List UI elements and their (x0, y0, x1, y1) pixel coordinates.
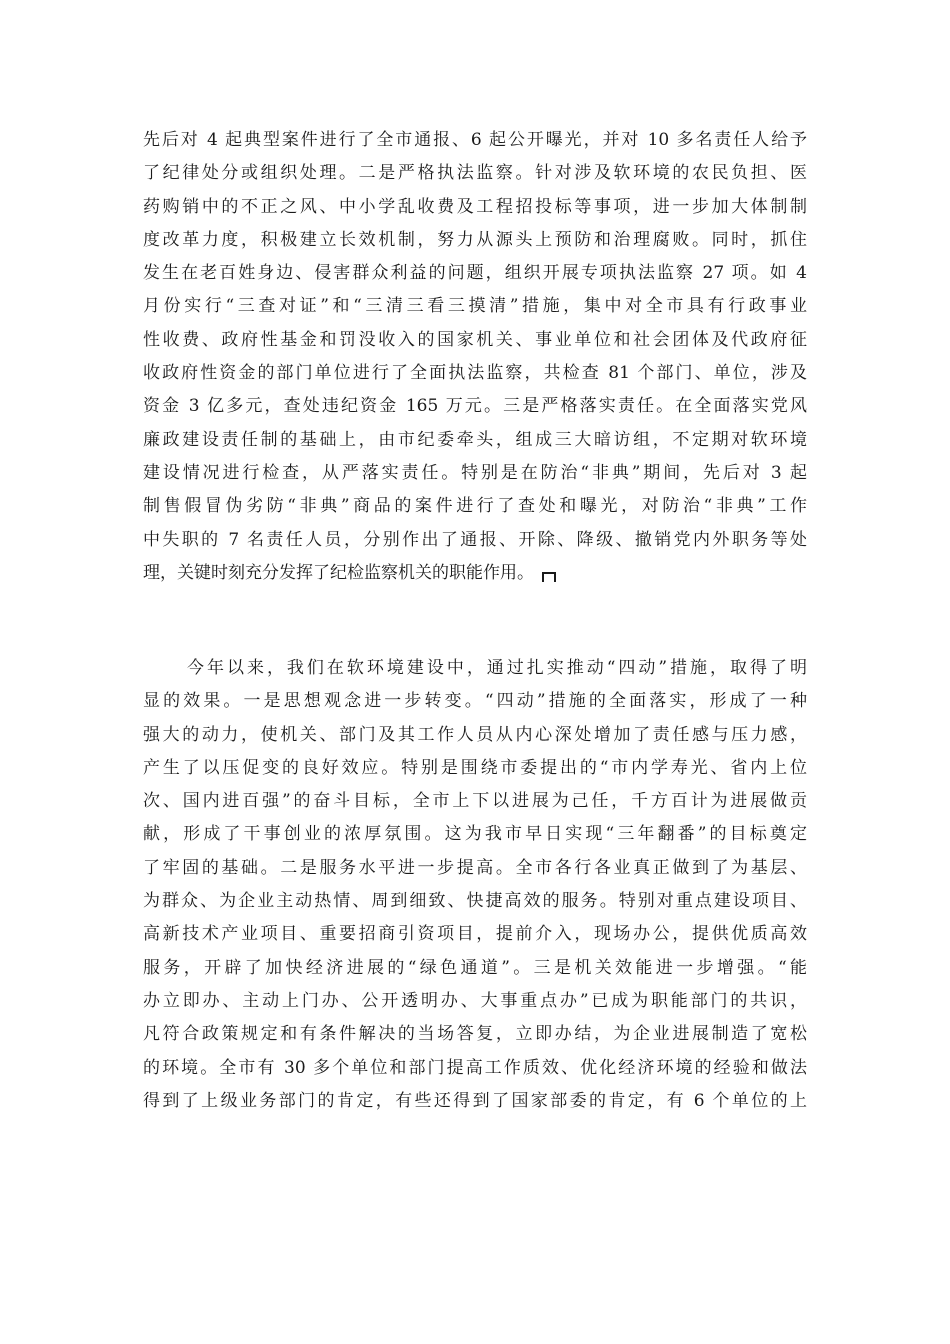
text-line: 为群众、为企业主动热情、周到细致、快捷高效的服务。特别对重点建设项目、 (143, 891, 807, 912)
text-line: 度改革力度，积极建立长效机制，努力从源头上预防和治理腐败。同时，抓住 (143, 229, 807, 250)
text-line-last (143, 557, 807, 590)
text-line: 先后对 4 起典型案件进行了全市通报、6 起公开曝光，并对 10 多名责任人给予 (143, 130, 807, 150)
text-line: 得到了上级业务部门的肯定，有些还得到了国家部委的肯定，有 6 个单位的上 (143, 1090, 807, 1111)
text-line: 凡符合政策规定和有条件解决的当场答复，立即办结，为企业进展制造了宽松 (143, 1024, 807, 1045)
paragraph-1 (143, 124, 807, 590)
text-line: 的环境。全市有 30 多个单位和部门提高工作质效、优化经济环境的经验和做法 (143, 1057, 807, 1078)
text-line: 了纪律处分或组织处理。二是严格执法监察。针对涉及软环境的农民负担、医 (143, 163, 807, 184)
text-line: 收政府性资金的部门单位进行了全面执法监察，共检查 81 个部门、单位，涉及 (143, 363, 807, 384)
text-line: 显的效果。一是思想观念进一步转变。“四动”措施的全面落实，形成了一种 (143, 691, 807, 712)
text-line: 发生在老百姓身边、侵害群众利益的问题，组织开展专项执法监察 27 项。如 4 (143, 263, 807, 284)
paragraph-2 (143, 652, 807, 1118)
text-line: 献，形成了干事创业的浓厚氛围。这为我市早日实现“三年翻番”的目标奠定 (143, 824, 807, 845)
text-line: 廉政建设责任制的基础上，由市纪委牵头，组成三大暗访组，不定期对软环境 (143, 429, 807, 450)
text-line: 服务，开辟了加快经济进展的“绿色通道”。三是机关效能进一步增强。“能 (143, 957, 807, 978)
text-line: 月份实行“三查对证”和“三清三看三摸清”措施，集中对全市具有行政事业 (143, 296, 807, 317)
text-line: 资金 3 亿多元，查处违纪资金 165 万元。三是严格落实责任。在全面落实党风 (143, 396, 807, 417)
text-line-content: 理，关键时刻充分发挥了纪检监察机关的职能作用。 (143, 562, 534, 583)
text-line: 中失职的 7 名责任人员，分别作出了通报、开除、降级、撤销党内外职务等处 (143, 529, 807, 550)
text-line: 制售假冒伪劣防“非典”商品的案件进行了查处和曝光，对防治“非典”工作 (143, 496, 807, 517)
text-line: 产生了以压促变的良好效应。特别是围绕市委提出的“市内学寿光、省内上位 (143, 757, 807, 778)
text-line: 建设情况进行检查，从严落实责任。特别是在防治“非典”期间，先后对 3 起 (143, 462, 807, 483)
text-line: 了牢固的基础。二是服务水平进一步提高。全市各行各业真正做到了为基层、 (143, 857, 807, 878)
text-line-first: 今年以来，我们在软环境建设中，通过扎实推动“四动”措施，取得了明 (187, 658, 807, 678)
text-line: 次、国内进百强”的奋斗目标，全市上下以进展为己任，千方百计为进展做贡 (143, 791, 807, 812)
text-line: 强大的动力，使机关、部门及其工作人员从内心深处增加了责任感与压力感， (143, 724, 807, 745)
text-line: 药购销中的不正之风、中小学乱收费及工程招投标等事项，进一步加大体制制 (143, 196, 807, 217)
text-line: 性收费、政府性基金和罚没收入的国家机关、事业单位和社会团体及代政府征 (143, 329, 807, 350)
paragraph-mark-icon (542, 572, 556, 582)
text-line: 高新技术产业项目、重要招商引资项目，提前介入，现场办公，提供优质高效 (143, 924, 807, 945)
text-line: 办立即办、主动上门办、公开透明办、大事重点办”已成为职能部门的共识， (143, 990, 807, 1011)
